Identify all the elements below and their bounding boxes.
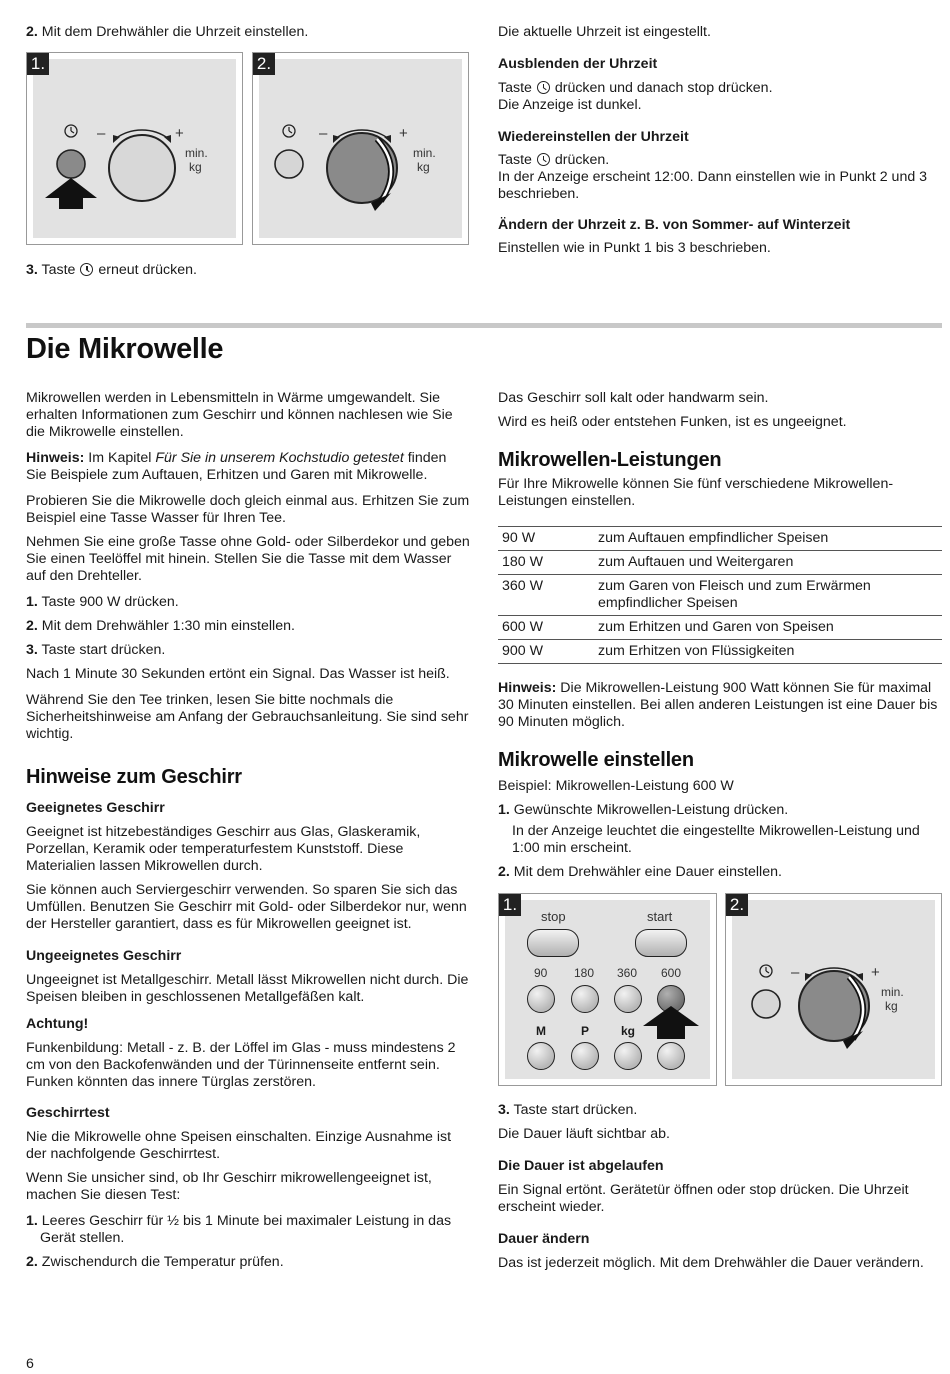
set-step-1: 1. Gewünschte Mikrowellen-Leistung drücken. xyxy=(498,802,789,818)
mode-label-p: P xyxy=(581,1024,590,1038)
test-step-1: 1. Leeres Geschirr für ½ bis 1 Minute bei maximaler Leistung in das Gerät stellen. xyxy=(26,1213,452,1246)
change-clock-text: Einstellen wie in Punkt 1 bis 3 beschrieben. xyxy=(498,240,771,256)
clock-icon xyxy=(537,81,550,94)
hint-paragraph: Hinweis: Im Kapitel Für Sie in unserem Kochstudio getestet finden Sie Beispiele zum Auftauen, Erhitzen und Garen mit Mikrowelle. xyxy=(26,450,447,483)
power-intro: Für Ihre Mikrowelle können Sie fünf verschiedene Mikrowellen-Leistungen einstellen. xyxy=(498,476,894,509)
table-row: 900 W zum Erhitzen von Flüssigkeiten xyxy=(498,640,942,664)
kg-label: kg xyxy=(189,160,202,174)
change-duration-text: Das ist jederzeit möglich. Mit dem Drehwähler die Dauer verändern. xyxy=(498,1255,924,1271)
unsuitable-heading: Ungeeignetes Geschirr xyxy=(26,948,182,964)
hint-label: Hinweis: xyxy=(26,450,85,466)
section-title: Die Mikrowelle xyxy=(26,333,224,365)
table-row: 90 W zum Auftauen empfindlicher Speisen xyxy=(498,527,942,551)
plus-label: + xyxy=(399,125,408,142)
right-column-middle xyxy=(498,680,942,881)
minus-label: – xyxy=(319,125,328,142)
kg-label: kg xyxy=(417,160,430,174)
table-row: 600 W zum Erhitzen und Garen von Speisen xyxy=(498,616,942,640)
dial-illustration xyxy=(253,53,470,246)
test-heading: Geschirrtest xyxy=(26,1105,110,1121)
step-text: erneut drücken. xyxy=(98,262,197,278)
set-microwave-heading: Mikrowelle einstellen xyxy=(498,749,694,771)
figure-number: 2. xyxy=(253,53,275,75)
right-column-bottom xyxy=(498,1102,942,1272)
min-label: min. xyxy=(413,146,436,160)
test-intro: Wenn Sie unsicher sind, ob Ihr Geschirr mikrowellengeeignet ist, machen Sie diesen Test: xyxy=(26,1170,432,1203)
figure-number: 2. xyxy=(726,894,748,916)
figure-dial-turn xyxy=(252,52,469,245)
plus-label: + xyxy=(871,964,880,981)
reset-clock-heading: Wiedereinstellen der Uhrzeit xyxy=(498,129,689,145)
plus-label: + xyxy=(175,125,184,142)
kg-label: kg xyxy=(885,999,898,1013)
power-heading: Mikrowellen-Leistungen xyxy=(498,449,722,471)
test-step-2: 2. Zwischendurch die Temperatur prüfen. xyxy=(26,1254,284,1270)
figure-number: 1. xyxy=(27,53,49,75)
dial-illustration xyxy=(726,894,943,1087)
intro-text: Mikrowellen werden in Lebensmitteln in Wärme umgewandelt. Sie erhalten Informationen zum Geschirr und können nachlesen wie Sie die Mikrowelle einstellen. xyxy=(26,390,453,440)
change-clock-heading: Ändern der Uhrzeit z. B. von Sommer- auf Winterzeit xyxy=(498,217,851,233)
figure-number: 1. xyxy=(499,894,521,916)
serving-text: Sie können auch Serviergeschirr verwenden. So sparen Sie sich das Umfüllen. Benutzen Sie Geschirr mit Gold- oder Silberdekor nur, wenn der Hersteller garantiert, dass es für Mikrowellen geeignet ist. xyxy=(26,882,467,932)
left-column xyxy=(26,390,470,1271)
figure-dial-duration xyxy=(725,893,942,1086)
mode-label-kg: kg xyxy=(621,1024,636,1038)
cup-text: Nehmen Sie eine große Tasse ohne Gold- oder Silberdekor und geben Sie einen Teelöffel mit hinein. Stellen Sie die Tasse mit dem Wasser auf den Drehteller. xyxy=(26,534,470,584)
figure-control-panel xyxy=(498,893,717,1086)
dishes-heading: Hinweise zum Geschirr xyxy=(26,766,242,788)
step-3: 3. Taste start drücken. xyxy=(26,642,166,658)
hot-text: Wird es heiß oder entstehen Funken, ist es ungeeignet. xyxy=(498,414,847,430)
hint-label: Hinweis: xyxy=(498,680,557,696)
reset-clock-text: Taste drücken. xyxy=(498,152,610,168)
page-number: 6 xyxy=(26,1356,34,1372)
press-arrow-icon xyxy=(499,894,718,1087)
clock-icon xyxy=(80,263,93,276)
cold-text: Das Geschirr soll kalt oder handwarm sein. xyxy=(498,390,769,406)
hide-clock-text: Taste drücken und danach stop drücken. xyxy=(498,80,773,96)
set-step-2: 2. Mit dem Drehwähler eine Dauer einstellen. xyxy=(498,864,782,880)
power-label-180: 180 xyxy=(574,966,595,980)
example-text: Beispiel: Mikrowellen-Leistung 600 W xyxy=(498,778,734,794)
running-text: Die Dauer läuft sichtbar ab. xyxy=(498,1126,670,1142)
tea-text: Während Sie den Tee trinken, lesen Sie bitte nochmals die Sicherheitshinweise am Anfang der Gebrauchsanleitung. Sie sind sehr wichtig. xyxy=(26,692,469,742)
mode-label-m: M xyxy=(536,1024,546,1038)
section-divider xyxy=(26,323,942,328)
min-label: min. xyxy=(185,146,208,160)
min-label: min. xyxy=(881,985,904,999)
step-2: 2. Mit dem Drehwähler 1:30 min einstellen. xyxy=(26,618,295,634)
right-column-top xyxy=(498,390,942,510)
hide-clock-text: Die Anzeige ist dunkel. xyxy=(498,97,642,113)
power-label-360: 360 xyxy=(617,966,638,980)
unsuitable-text: Ungeeignet ist Metallgeschirr. Metall lässt Mikrowellen nicht durch. Die Speisen bleiben in geschlossenen Metallgefäßen kalt. xyxy=(26,972,469,1005)
elapsed-heading: Die Dauer ist abgelaufen xyxy=(498,1158,664,1174)
test-text: Nie die Mikrowelle ohne Speisen einschalten. Einzige Ausnahme ist der nachfolgende Geschirrtest. xyxy=(26,1129,452,1162)
step-1: 1. Taste 900 W drücken. xyxy=(26,594,179,610)
stop-label: stop xyxy=(541,909,566,924)
suitable-heading: Geeignetes Geschirr xyxy=(26,800,165,816)
minus-label: – xyxy=(97,125,106,142)
caution-text: Funkenbildung: Metall - z. B. der Löffel im Glas - muss mindestens 2 cm von den Backofenwänden und der Türinnenseite entfernt sein. Funken könnten das innere Türglas zerstören. xyxy=(26,1040,456,1090)
step-number: 2. xyxy=(26,24,38,40)
power-hint: Hinweis: Die Mikrowellen-Leistung 900 Watt können Sie für maximal 30 Minuten einstellen. Bei allen anderen Leistungen ist eine Dauer bis 90 Minuten möglich. xyxy=(498,680,938,730)
reset-clock-text: In der Anzeige erscheint 12:00. Dann einstellen wie in Punkt 2 und 3 beschrieben. xyxy=(498,169,928,202)
step-text: Taste xyxy=(41,262,76,278)
hide-clock-heading: Ausblenden der Uhrzeit xyxy=(498,56,658,72)
caution-heading: Achtung! xyxy=(26,1016,89,1032)
power-label-600: 600 xyxy=(661,966,682,980)
clock-set-text: Die aktuelle Uhrzeit ist eingestellt. xyxy=(498,24,711,40)
power-label-90: 90 xyxy=(534,966,548,980)
step-3-time xyxy=(26,262,197,279)
elapsed-text: Ein Signal ertönt. Gerätetür öffnen oder stop drücken. Die Uhrzeit erscheint wieder. xyxy=(498,1182,909,1215)
step-2-time xyxy=(26,24,308,41)
minus-label: – xyxy=(791,964,800,981)
step-text: Mit dem Drehwähler die Uhrzeit einstellen. xyxy=(41,24,309,40)
clock-instructions xyxy=(498,24,942,257)
set-step-1-detail: In der Anzeige leuchtet die eingestellte Mikrowellen-Leistung und 1:00 min erscheint. xyxy=(512,823,920,856)
clock-icon xyxy=(537,153,550,166)
try-text: Probieren Sie die Mikrowelle doch gleich einmal aus. Erhitzen Sie zum Beispiel eine Tasse Wasser für Ihren Tee. xyxy=(26,493,470,526)
start-label: start xyxy=(647,909,673,924)
dial-illustration xyxy=(27,53,244,246)
table-row: 180 W zum Auftauen und Weitergaren xyxy=(498,551,942,575)
step-number: 3. xyxy=(26,262,38,278)
suitable-text: Geeignet ist hitzebeständiges Geschirr aus Glas, Glaskeramik, Porzellan, Keramik oder temperaturfestem Kunststoff. Diese Materialien lassen Mikrowellen durch. xyxy=(26,824,421,874)
figure-clock-button xyxy=(26,52,243,245)
set-step-3: 3. Taste start drücken. xyxy=(498,1102,638,1118)
table-row: 360 W zum Garen von Fleisch und zum Erwärmen empfindlicher Speisen xyxy=(498,575,942,616)
power-table xyxy=(498,526,942,664)
change-duration-heading: Dauer ändern xyxy=(498,1231,590,1247)
signal-text: Nach 1 Minute 30 Sekunden ertönt ein Signal. Das Wasser ist heiß. xyxy=(26,666,450,682)
